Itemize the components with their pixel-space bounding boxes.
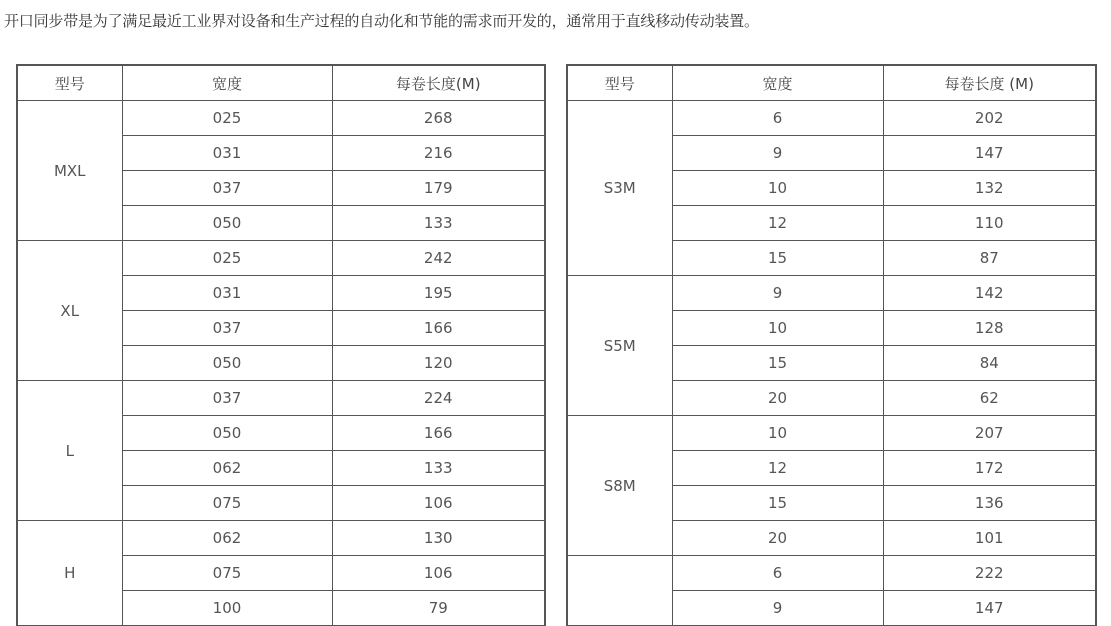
length-cell: 202 bbox=[883, 101, 1096, 136]
length-cell: 224 bbox=[332, 381, 545, 416]
spec-table-right bbox=[566, 64, 1097, 626]
length-cell: 268 bbox=[332, 101, 545, 136]
width-cell: 10 bbox=[672, 171, 883, 206]
table-row bbox=[567, 101, 1096, 136]
length-cell: 87 bbox=[883, 241, 1096, 276]
spec-table-left bbox=[16, 64, 546, 626]
width-cell: 12 bbox=[672, 451, 883, 486]
length-cell: 133 bbox=[332, 451, 545, 486]
length-cell: 128 bbox=[883, 311, 1096, 346]
header-row bbox=[17, 65, 545, 101]
length-cell: 62 bbox=[883, 381, 1096, 416]
length-cell: 142 bbox=[883, 276, 1096, 311]
model-cell: MXL bbox=[17, 101, 122, 241]
length-cell: 110 bbox=[883, 206, 1096, 241]
table-row bbox=[17, 101, 545, 136]
width-cell: 6 bbox=[672, 556, 883, 591]
width-cell: 15 bbox=[672, 486, 883, 521]
length-cell: 130 bbox=[332, 521, 545, 556]
width-cell: 031 bbox=[122, 136, 332, 171]
header-length: 每卷长度 (M) bbox=[883, 65, 1096, 101]
width-cell: 15 bbox=[672, 346, 883, 381]
header-width: 宽度 bbox=[122, 65, 332, 101]
model-cell: H bbox=[17, 521, 122, 626]
model-cell: S8M bbox=[567, 416, 672, 556]
table-row bbox=[17, 381, 545, 416]
header-width: 宽度 bbox=[672, 65, 883, 101]
model-cell: L bbox=[17, 381, 122, 521]
length-cell: 147 bbox=[883, 591, 1096, 626]
header-row bbox=[567, 65, 1096, 101]
length-cell: 242 bbox=[332, 241, 545, 276]
width-cell: 075 bbox=[122, 556, 332, 591]
width-cell: 9 bbox=[672, 591, 883, 626]
width-cell: 037 bbox=[122, 171, 332, 206]
table-row bbox=[567, 276, 1096, 311]
length-cell: 195 bbox=[332, 276, 545, 311]
length-cell: 136 bbox=[883, 486, 1096, 521]
width-cell: 12 bbox=[672, 206, 883, 241]
width-cell: 062 bbox=[122, 451, 332, 486]
length-cell: 172 bbox=[883, 451, 1096, 486]
length-cell: 79 bbox=[332, 591, 545, 626]
length-cell: 147 bbox=[883, 136, 1096, 171]
length-cell: 207 bbox=[883, 416, 1096, 451]
width-cell: 20 bbox=[672, 381, 883, 416]
length-cell: 106 bbox=[332, 556, 545, 591]
width-cell: 9 bbox=[672, 136, 883, 171]
intro-paragraph: 开口同步带是为了满足最近工业界对设备和生产过程的自动化和节能的需求而开发的，通常用于直线移动传动装置。 bbox=[4, 12, 759, 30]
header-length: 每卷长度(M) bbox=[332, 65, 545, 101]
length-cell: 222 bbox=[883, 556, 1096, 591]
table-row bbox=[567, 416, 1096, 451]
width-cell: 031 bbox=[122, 276, 332, 311]
length-cell: 179 bbox=[332, 171, 545, 206]
length-cell: 120 bbox=[332, 346, 545, 381]
length-cell: 133 bbox=[332, 206, 545, 241]
width-cell: 025 bbox=[122, 241, 332, 276]
length-cell: 132 bbox=[883, 171, 1096, 206]
model-cell: XL bbox=[17, 241, 122, 381]
table-row bbox=[17, 521, 545, 556]
table-row bbox=[567, 556, 1096, 591]
length-cell: 101 bbox=[883, 521, 1096, 556]
header-model: 型号 bbox=[17, 65, 122, 101]
width-cell: 025 bbox=[122, 101, 332, 136]
width-cell: 050 bbox=[122, 416, 332, 451]
width-cell: 100 bbox=[122, 591, 332, 626]
model-cell: S5M bbox=[567, 276, 672, 416]
length-cell: 166 bbox=[332, 416, 545, 451]
table-row bbox=[17, 241, 545, 276]
length-cell: 84 bbox=[883, 346, 1096, 381]
width-cell: 20 bbox=[672, 521, 883, 556]
width-cell: 037 bbox=[122, 381, 332, 416]
width-cell: 15 bbox=[672, 241, 883, 276]
length-cell: 216 bbox=[332, 136, 545, 171]
model-cell bbox=[567, 556, 672, 626]
length-cell: 106 bbox=[332, 486, 545, 521]
width-cell: 050 bbox=[122, 346, 332, 381]
length-cell: 166 bbox=[332, 311, 545, 346]
width-cell: 075 bbox=[122, 486, 332, 521]
width-cell: 6 bbox=[672, 101, 883, 136]
width-cell: 062 bbox=[122, 521, 332, 556]
width-cell: 9 bbox=[672, 276, 883, 311]
width-cell: 050 bbox=[122, 206, 332, 241]
model-cell: S3M bbox=[567, 101, 672, 276]
width-cell: 037 bbox=[122, 311, 332, 346]
width-cell: 10 bbox=[672, 416, 883, 451]
width-cell: 10 bbox=[672, 311, 883, 346]
header-model: 型号 bbox=[567, 65, 672, 101]
